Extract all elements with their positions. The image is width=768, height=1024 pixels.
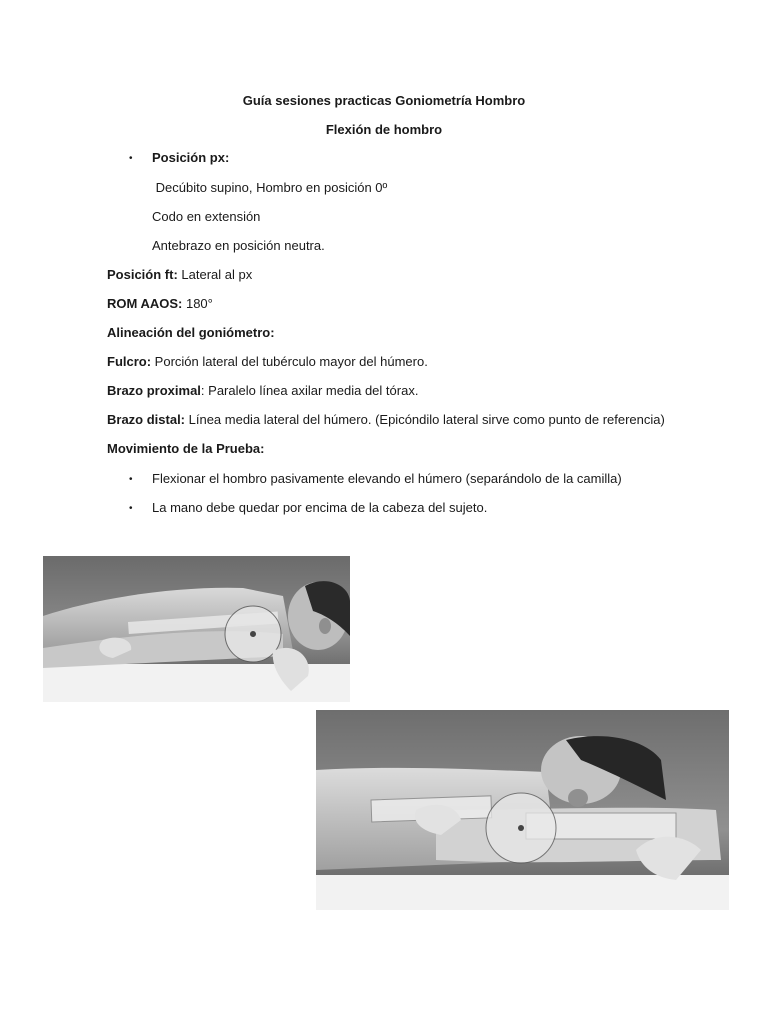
posicion-px-label: Posición px:: [152, 150, 230, 165]
fulcro-label: Fulcro:: [107, 354, 152, 369]
brazo-proximal-row: [107, 383, 418, 399]
rom-label: ROM AAOS:: [107, 296, 183, 311]
posicion-px-line: Decúbito supino, Hombro en posición 0º: [152, 180, 388, 195]
movimiento-item: La mano debe quedar por encima de la cabeza del sujeto.: [152, 500, 488, 515]
fulcro-value: Porción lateral del tubérculo mayor del húmero.: [151, 354, 428, 369]
movimiento-item: Flexionar el hombro pasivamente elevando el húmero (separándolo de la camilla): [152, 471, 622, 486]
brazo-distal-value: Línea media lateral del húmero. (Epicóndilo lateral sirve como punto de referencia): [185, 412, 665, 427]
brazo-proximal-value: : Paralelo línea axilar media del tórax.: [200, 383, 419, 398]
posicion-ft-row: [107, 267, 252, 283]
posicion-ft-value: Lateral al px: [177, 267, 253, 282]
fulcro-row: [107, 354, 428, 370]
alineacion-label: Alineación del goniómetro:: [107, 325, 275, 340]
photo-shoulder-flexion-measure: [316, 710, 729, 910]
bullet-icon: •: [129, 474, 133, 485]
brazo-proximal-label: Brazo proximal: [107, 383, 201, 398]
brazo-distal-row: [107, 412, 665, 428]
posicion-px-line: Antebrazo en posición neutra.: [152, 238, 325, 253]
rom-value: 180°: [182, 296, 213, 311]
bullet-icon: •: [129, 153, 133, 164]
brazo-distal-label: Brazo distal:: [107, 412, 186, 427]
posicion-px-line: Codo en extensión: [152, 209, 261, 224]
document-title: Guía sesiones practicas Goniometría Hombro: [242, 93, 526, 108]
photo-shoulder-start-position: [43, 556, 350, 702]
bullet-icon: •: [129, 503, 133, 514]
rom-row: [107, 296, 213, 312]
movimiento-label: Movimiento de la Prueba:: [107, 441, 265, 456]
posicion-ft-label: Posición ft:: [107, 267, 178, 282]
document-subtitle: Flexión de hombro: [325, 122, 443, 137]
